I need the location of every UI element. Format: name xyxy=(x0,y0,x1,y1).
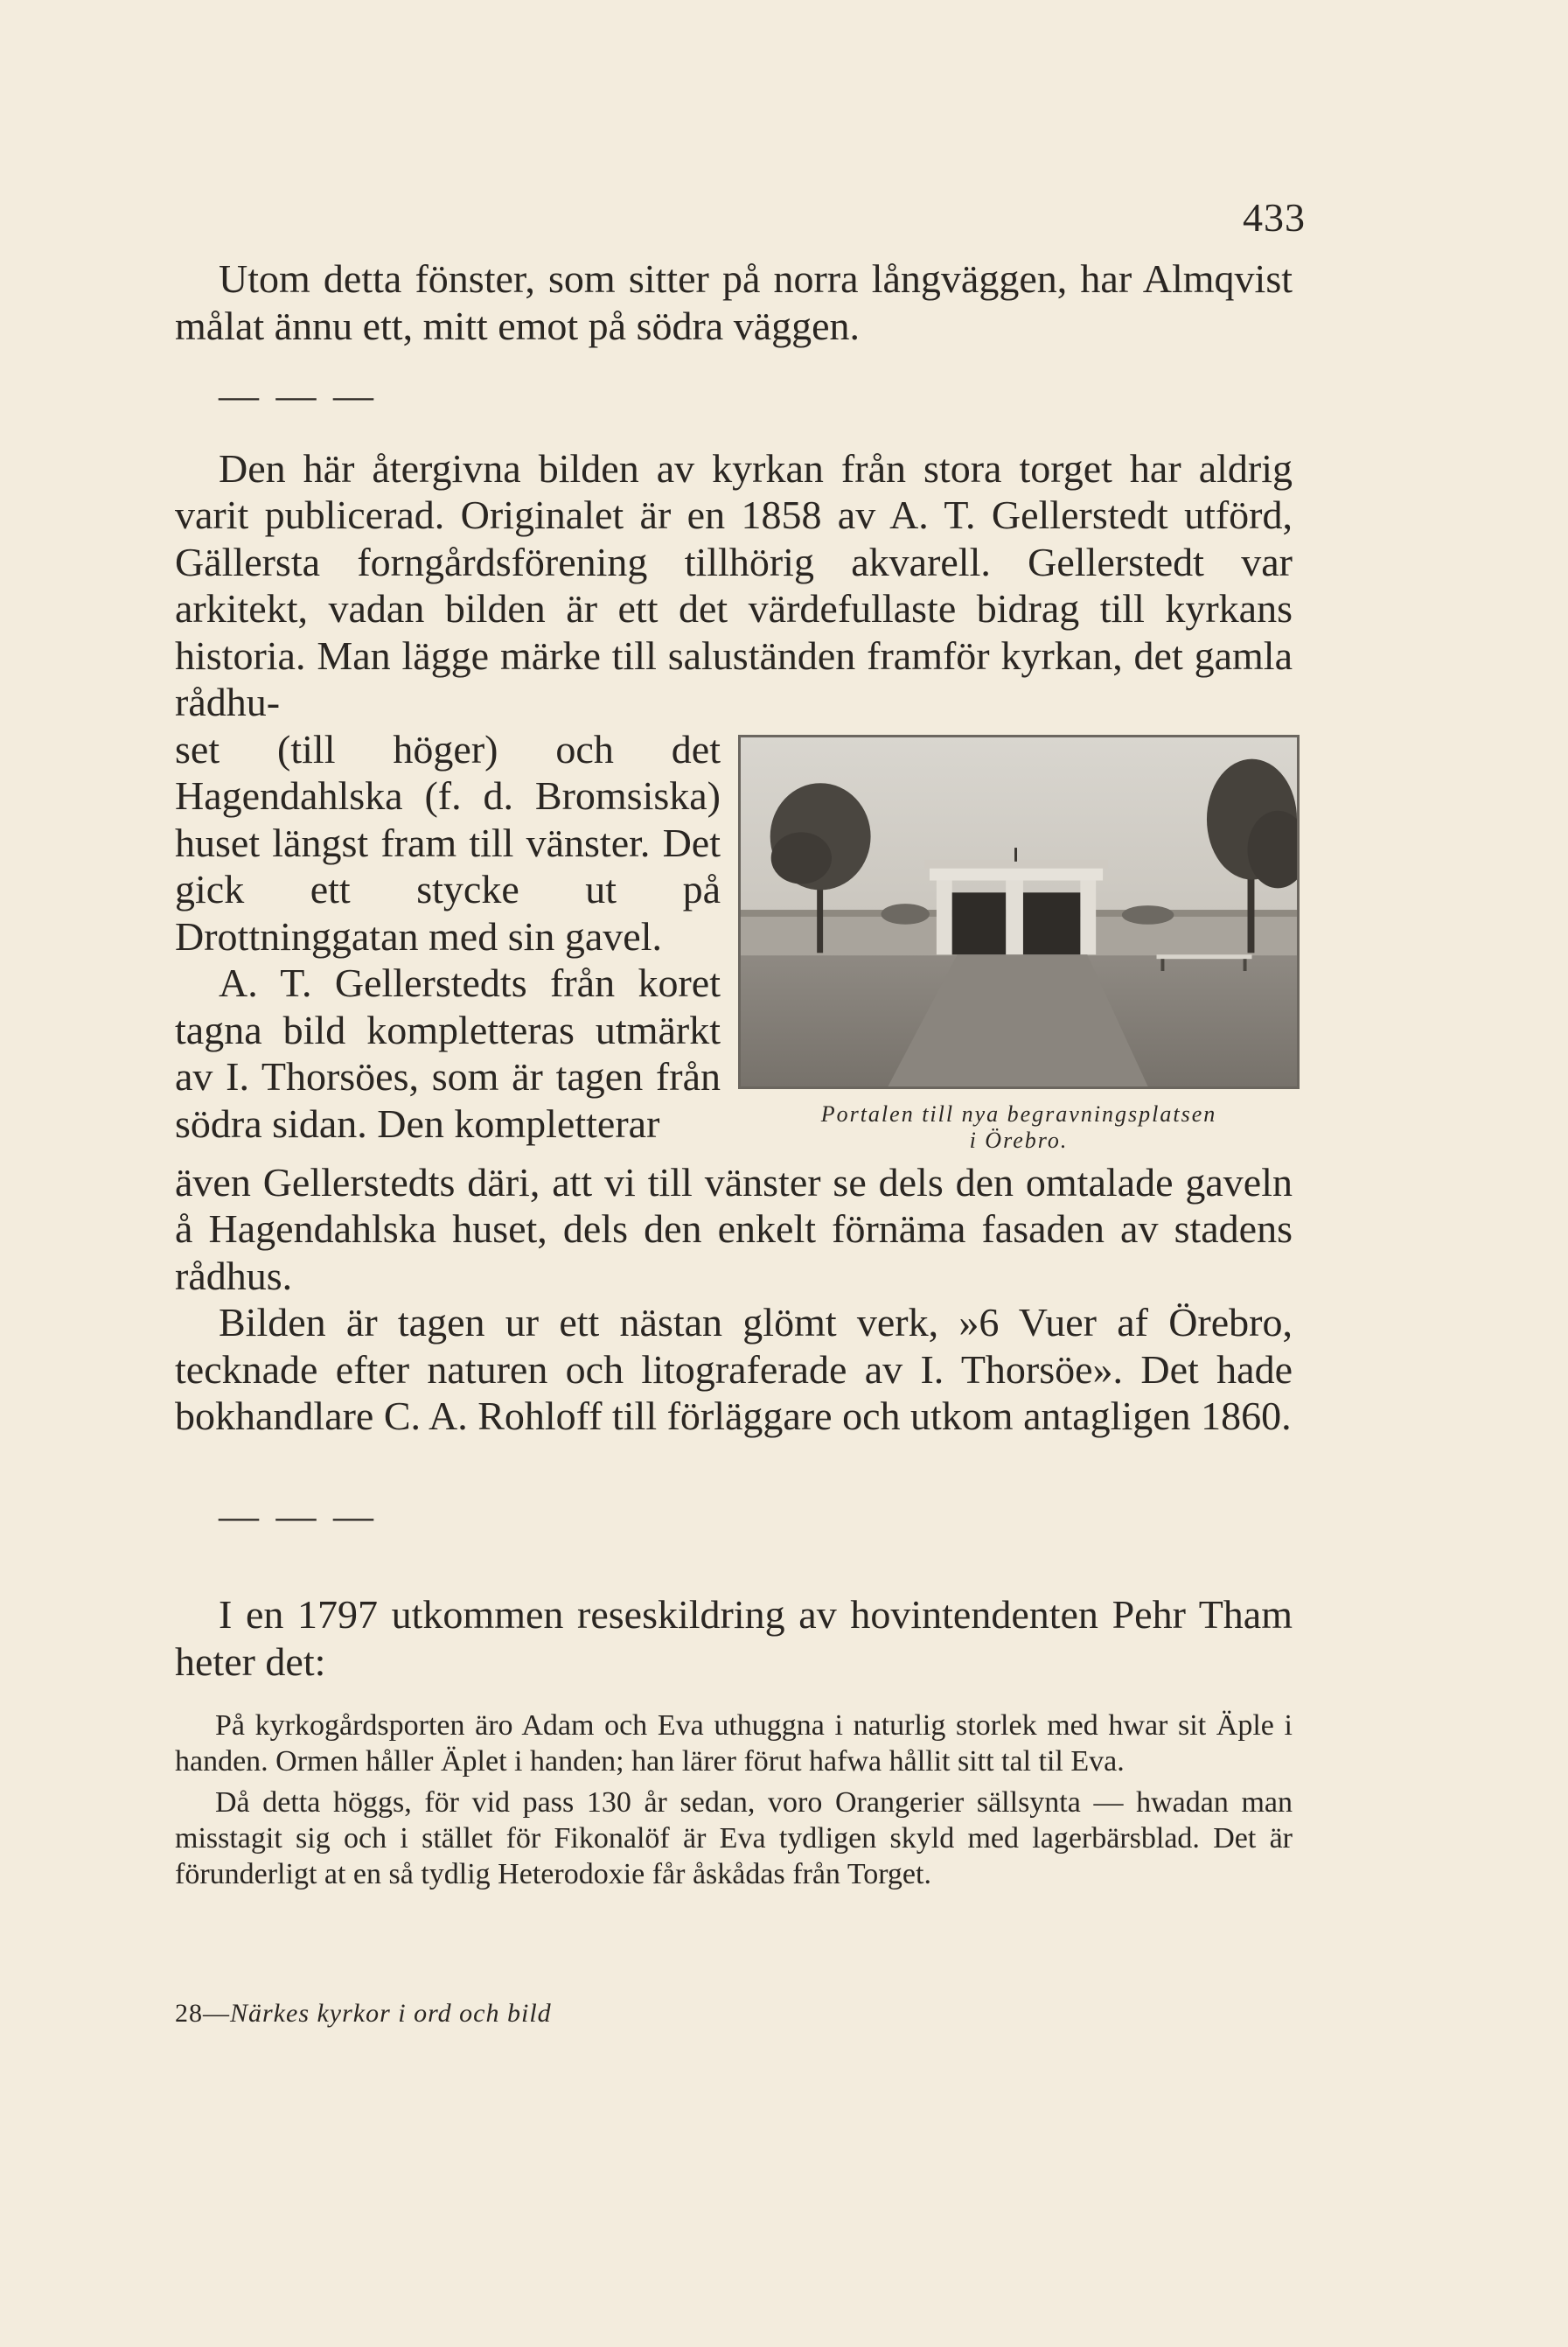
footer-book-title: Närkes kyrkor i ord och bild xyxy=(230,1999,552,2028)
paragraph-2-full: även Gellerstedts däri, att vi till vänster se dels den omtalade gaveln å Hagendahlska huset, dels den enkelt förnäma fasaden av stadens rådhus. xyxy=(175,1159,1293,1298)
footer-sheet-number: 28 xyxy=(175,1999,203,2028)
intro-paragraph: Utom detta fönster, som sitter på norra långväggen, har Almqvist målat ännu ett, mitt emot på södra väggen. xyxy=(175,256,1293,348)
photo-figure xyxy=(738,735,1300,1154)
quote-paragraph-2: Då detta höggs, för vid pass 130 år sedan, voro Orangerier sällsynta — hwadan man misstagit sig och i stället för Fikonalöf är Eva tydligen skyld med lagerbärsblad. Det är förunderligt at en så tydlig Heterodoxie får åskådas från Torget. xyxy=(175,1786,1293,1890)
paragraph-1-wrapped: set (till höger) och det Hagendahlska (f. d. Bromsiska) huset längst fram till vänster. Det gick ett stycke ut på Drottninggatan med sin gavel. xyxy=(175,726,721,959)
paragraph-2-wrapped: A. T. Gellerstedts från koret tagna bild kompletteras utmärkt av I. Thorsöes, som är tagen från södra sidan. Den kompletterar xyxy=(175,960,721,1146)
paragraph-4: I en 1797 utkommen reseskildring av hovintendenten Pehr Tham heter det: xyxy=(175,1592,1293,1684)
section-separator-2: — — — xyxy=(219,1492,377,1538)
paragraph-3: Bilden är tagen ur ett nästan glömt verk, »6 Vuer af Örebro, tecknade efter naturen och litograferade av I. Thorsöe». Det hade bokhandlare C. A. Rohloff till förläggare och utkom antagligen 1860. xyxy=(175,1300,1293,1438)
section-separator: — — — xyxy=(219,373,377,417)
cemetery-portal-photo xyxy=(738,735,1300,1089)
paragraph-1-full: Den här återgivna bilden av kyrkan från stora torget har aldrig varit publicerad. Originalet är en 1858 av A. T. Gellerstedt utförd, Gällersta forngårdsförening tillhörig akvarell. Gellerstedt var arkitekt, vadan bilden är ett det värdefullaste bidrag till kyrkans historia. Man lägge märke till saluständen framför kyrkan, det gamla rådhu- xyxy=(175,445,1293,724)
quote-paragraph-1: På kyrkogårdsporten äro Adam och Eva uthuggna i naturlig storlek med hwar sit Äple i handen. Ormen håller Äplet i handen; han lärer förut hafwa hållit sitt tal til Eva. xyxy=(175,1709,1293,1778)
photo-caption-line-1: Portalen till nya begravningsplatsen xyxy=(820,1100,1217,1127)
page-number: 433 xyxy=(1243,195,1306,240)
footer-dash: — xyxy=(203,1999,230,2028)
page-body xyxy=(175,255,1293,1892)
page-footer xyxy=(175,1999,552,2029)
photo-caption-line-2: i Örebro. xyxy=(969,1127,1069,1153)
